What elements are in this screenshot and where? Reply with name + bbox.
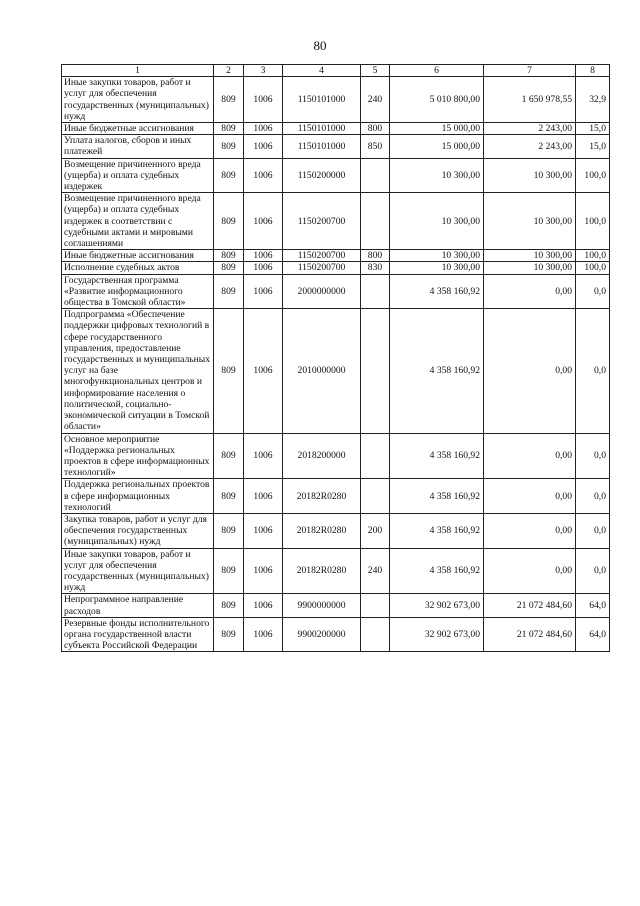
chapter-code: 809	[214, 123, 244, 135]
actual-amount: 0,00	[484, 479, 576, 514]
execution-percent: 100,0	[576, 250, 610, 262]
execution-percent: 64,0	[576, 594, 610, 617]
execution-percent: 32,9	[576, 77, 610, 123]
row-name: Иные закупки товаров, работ и услуг для обеспечения государственных (муниципальных) нужд	[62, 77, 214, 123]
table-header-row	[62, 65, 610, 77]
section-code: 1006	[244, 548, 283, 594]
section-code: 1006	[244, 193, 283, 250]
section-code: 1006	[244, 262, 283, 274]
row-name: Иные бюджетные ассигнования	[62, 123, 214, 135]
target-article-code: 9900000000	[283, 594, 361, 617]
expense-type-code: 240	[361, 548, 390, 594]
actual-amount: 21 072 484,60	[484, 594, 576, 617]
budget-table	[61, 64, 610, 652]
table-row	[62, 433, 610, 479]
chapter-code: 809	[214, 433, 244, 479]
plan-amount: 5 010 800,00	[390, 77, 484, 123]
expense-type-code: 830	[361, 262, 390, 274]
actual-amount: 0,00	[484, 433, 576, 479]
column-header: 4	[283, 65, 361, 77]
table-row	[62, 123, 610, 135]
actual-amount: 0,00	[484, 274, 576, 309]
target-article-code: 1150101000	[283, 135, 361, 158]
target-article-code: 9900200000	[283, 617, 361, 652]
plan-amount: 4 358 160,92	[390, 433, 484, 479]
chapter-code: 809	[214, 193, 244, 250]
execution-percent: 0,0	[576, 274, 610, 309]
expense-type-code	[361, 193, 390, 250]
section-code: 1006	[244, 433, 283, 479]
plan-amount: 4 358 160,92	[390, 309, 484, 433]
table-row	[62, 250, 610, 262]
expense-type-code	[361, 158, 390, 193]
column-header: 6	[390, 65, 484, 77]
actual-amount: 10 300,00	[484, 262, 576, 274]
chapter-code: 809	[214, 309, 244, 433]
execution-percent: 15,0	[576, 135, 610, 158]
column-header: 5	[361, 65, 390, 77]
page-number: 80	[313, 38, 327, 53]
table-row	[62, 135, 610, 158]
expense-type-code: 200	[361, 513, 390, 548]
plan-amount: 32 902 673,00	[390, 617, 484, 652]
row-name: Возмещение причиненного вреда (ущерба) и оплата судебных издержек	[62, 158, 214, 193]
target-article-code: 20182R0280	[283, 479, 361, 514]
row-name: Возмещение причиненного вреда (ущерба) и оплата судебных издержек в соответствии с судебными актами и мировыми соглашениями	[62, 193, 214, 250]
execution-percent: 0,0	[576, 513, 610, 548]
target-article-code: 1150101000	[283, 123, 361, 135]
plan-amount: 32 902 673,00	[390, 594, 484, 617]
chapter-code: 809	[214, 262, 244, 274]
actual-amount: 2 243,00	[484, 123, 576, 135]
row-name: Уплата налогов, сборов и иных платежей	[62, 135, 214, 158]
section-code: 1006	[244, 135, 283, 158]
table-row	[62, 193, 610, 250]
expense-type-code	[361, 274, 390, 309]
expense-type-code: 850	[361, 135, 390, 158]
actual-amount: 0,00	[484, 513, 576, 548]
plan-amount: 4 358 160,92	[390, 479, 484, 514]
actual-amount: 0,00	[484, 548, 576, 594]
section-code: 1006	[244, 479, 283, 514]
expense-type-code	[361, 309, 390, 433]
target-article-code: 2010000000	[283, 309, 361, 433]
column-header: 1	[62, 65, 214, 77]
row-name: Государственная программа «Развитие информационного общества в Томской области»	[62, 274, 214, 309]
execution-percent: 64,0	[576, 617, 610, 652]
target-article-code: 1150200700	[283, 262, 361, 274]
row-name: Исполнение судебных актов	[62, 262, 214, 274]
chapter-code: 809	[214, 594, 244, 617]
column-header: 7	[484, 65, 576, 77]
chapter-code: 809	[214, 548, 244, 594]
target-article-code: 1150200700	[283, 250, 361, 262]
section-code: 1006	[244, 77, 283, 123]
execution-percent: 0,0	[576, 433, 610, 479]
execution-percent: 100,0	[576, 193, 610, 250]
section-code: 1006	[244, 594, 283, 617]
table-row	[62, 262, 610, 274]
expense-type-code	[361, 617, 390, 652]
row-name: Закупка товаров, работ и услуг для обеспечения государственных (муниципальных) нужд	[62, 513, 214, 548]
column-header: 2	[214, 65, 244, 77]
target-article-code: 20182R0280	[283, 548, 361, 594]
table-row	[62, 513, 610, 548]
actual-amount: 2 243,00	[484, 135, 576, 158]
actual-amount: 0,00	[484, 309, 576, 433]
chapter-code: 809	[214, 77, 244, 123]
execution-percent: 100,0	[576, 158, 610, 193]
actual-amount: 1 650 978,55	[484, 77, 576, 123]
expense-type-code: 240	[361, 77, 390, 123]
table-row	[62, 617, 610, 652]
row-name: Непрограммное направление расходов	[62, 594, 214, 617]
row-name: Резервные фонды исполнительного органа государственной власти субъекта Российской Федерации	[62, 617, 214, 652]
execution-percent: 100,0	[576, 262, 610, 274]
chapter-code: 809	[214, 479, 244, 514]
plan-amount: 4 358 160,92	[390, 548, 484, 594]
section-code: 1006	[244, 274, 283, 309]
expense-type-code: 800	[361, 123, 390, 135]
expense-type-code	[361, 594, 390, 617]
section-code: 1006	[244, 250, 283, 262]
plan-amount: 10 300,00	[390, 262, 484, 274]
row-name: Поддержка региональных проектов в сфере информационных технологий	[62, 479, 214, 514]
plan-amount: 4 358 160,92	[390, 274, 484, 309]
plan-amount: 10 300,00	[390, 193, 484, 250]
expense-type-code: 800	[361, 250, 390, 262]
row-name: Подпрограмма «Обеспечение поддержки цифровых технологий в сфере государственного управления, предоставление государственных и муниципальных услуг на базе многофункциональных центров и информирование населения о политической, социально-экономической ситуации в Томской области»	[62, 309, 214, 433]
actual-amount: 21 072 484,60	[484, 617, 576, 652]
execution-percent: 0,0	[576, 548, 610, 594]
plan-amount: 10 300,00	[390, 250, 484, 262]
row-name: Иные закупки товаров, работ и услуг для обеспечения государственных (муниципальных) нужд	[62, 548, 214, 594]
table-row	[62, 594, 610, 617]
plan-amount: 10 300,00	[390, 158, 484, 193]
section-code: 1006	[244, 158, 283, 193]
actual-amount: 10 300,00	[484, 158, 576, 193]
execution-percent: 0,0	[576, 479, 610, 514]
column-header: 8	[576, 65, 610, 77]
chapter-code: 809	[214, 617, 244, 652]
chapter-code: 809	[214, 274, 244, 309]
execution-percent: 15,0	[576, 123, 610, 135]
target-article-code: 1150101000	[283, 77, 361, 123]
target-article-code: 20182R0280	[283, 513, 361, 548]
table-row	[62, 274, 610, 309]
chapter-code: 809	[214, 135, 244, 158]
plan-amount: 15 000,00	[390, 123, 484, 135]
actual-amount: 10 300,00	[484, 193, 576, 250]
chapter-code: 809	[214, 250, 244, 262]
section-code: 1006	[244, 309, 283, 433]
chapter-code: 809	[214, 158, 244, 193]
table-row	[62, 548, 610, 594]
target-article-code: 1150200000	[283, 158, 361, 193]
target-article-code: 2000000000	[283, 274, 361, 309]
row-name: Иные бюджетные ассигнования	[62, 250, 214, 262]
plan-amount: 4 358 160,92	[390, 513, 484, 548]
expense-type-code	[361, 479, 390, 514]
section-code: 1006	[244, 513, 283, 548]
section-code: 1006	[244, 123, 283, 135]
column-header: 3	[244, 65, 283, 77]
table-row	[62, 309, 610, 433]
table-row	[62, 479, 610, 514]
actual-amount: 10 300,00	[484, 250, 576, 262]
plan-amount: 15 000,00	[390, 135, 484, 158]
target-article-code: 2018200000	[283, 433, 361, 479]
section-code: 1006	[244, 617, 283, 652]
execution-percent: 0,0	[576, 309, 610, 433]
row-name: Основное мероприятие «Поддержка региональных проектов в сфере информационных технологий»	[62, 433, 214, 479]
table-row	[62, 77, 610, 123]
table-row	[62, 158, 610, 193]
expense-type-code	[361, 433, 390, 479]
chapter-code: 809	[214, 513, 244, 548]
target-article-code: 1150200700	[283, 193, 361, 250]
